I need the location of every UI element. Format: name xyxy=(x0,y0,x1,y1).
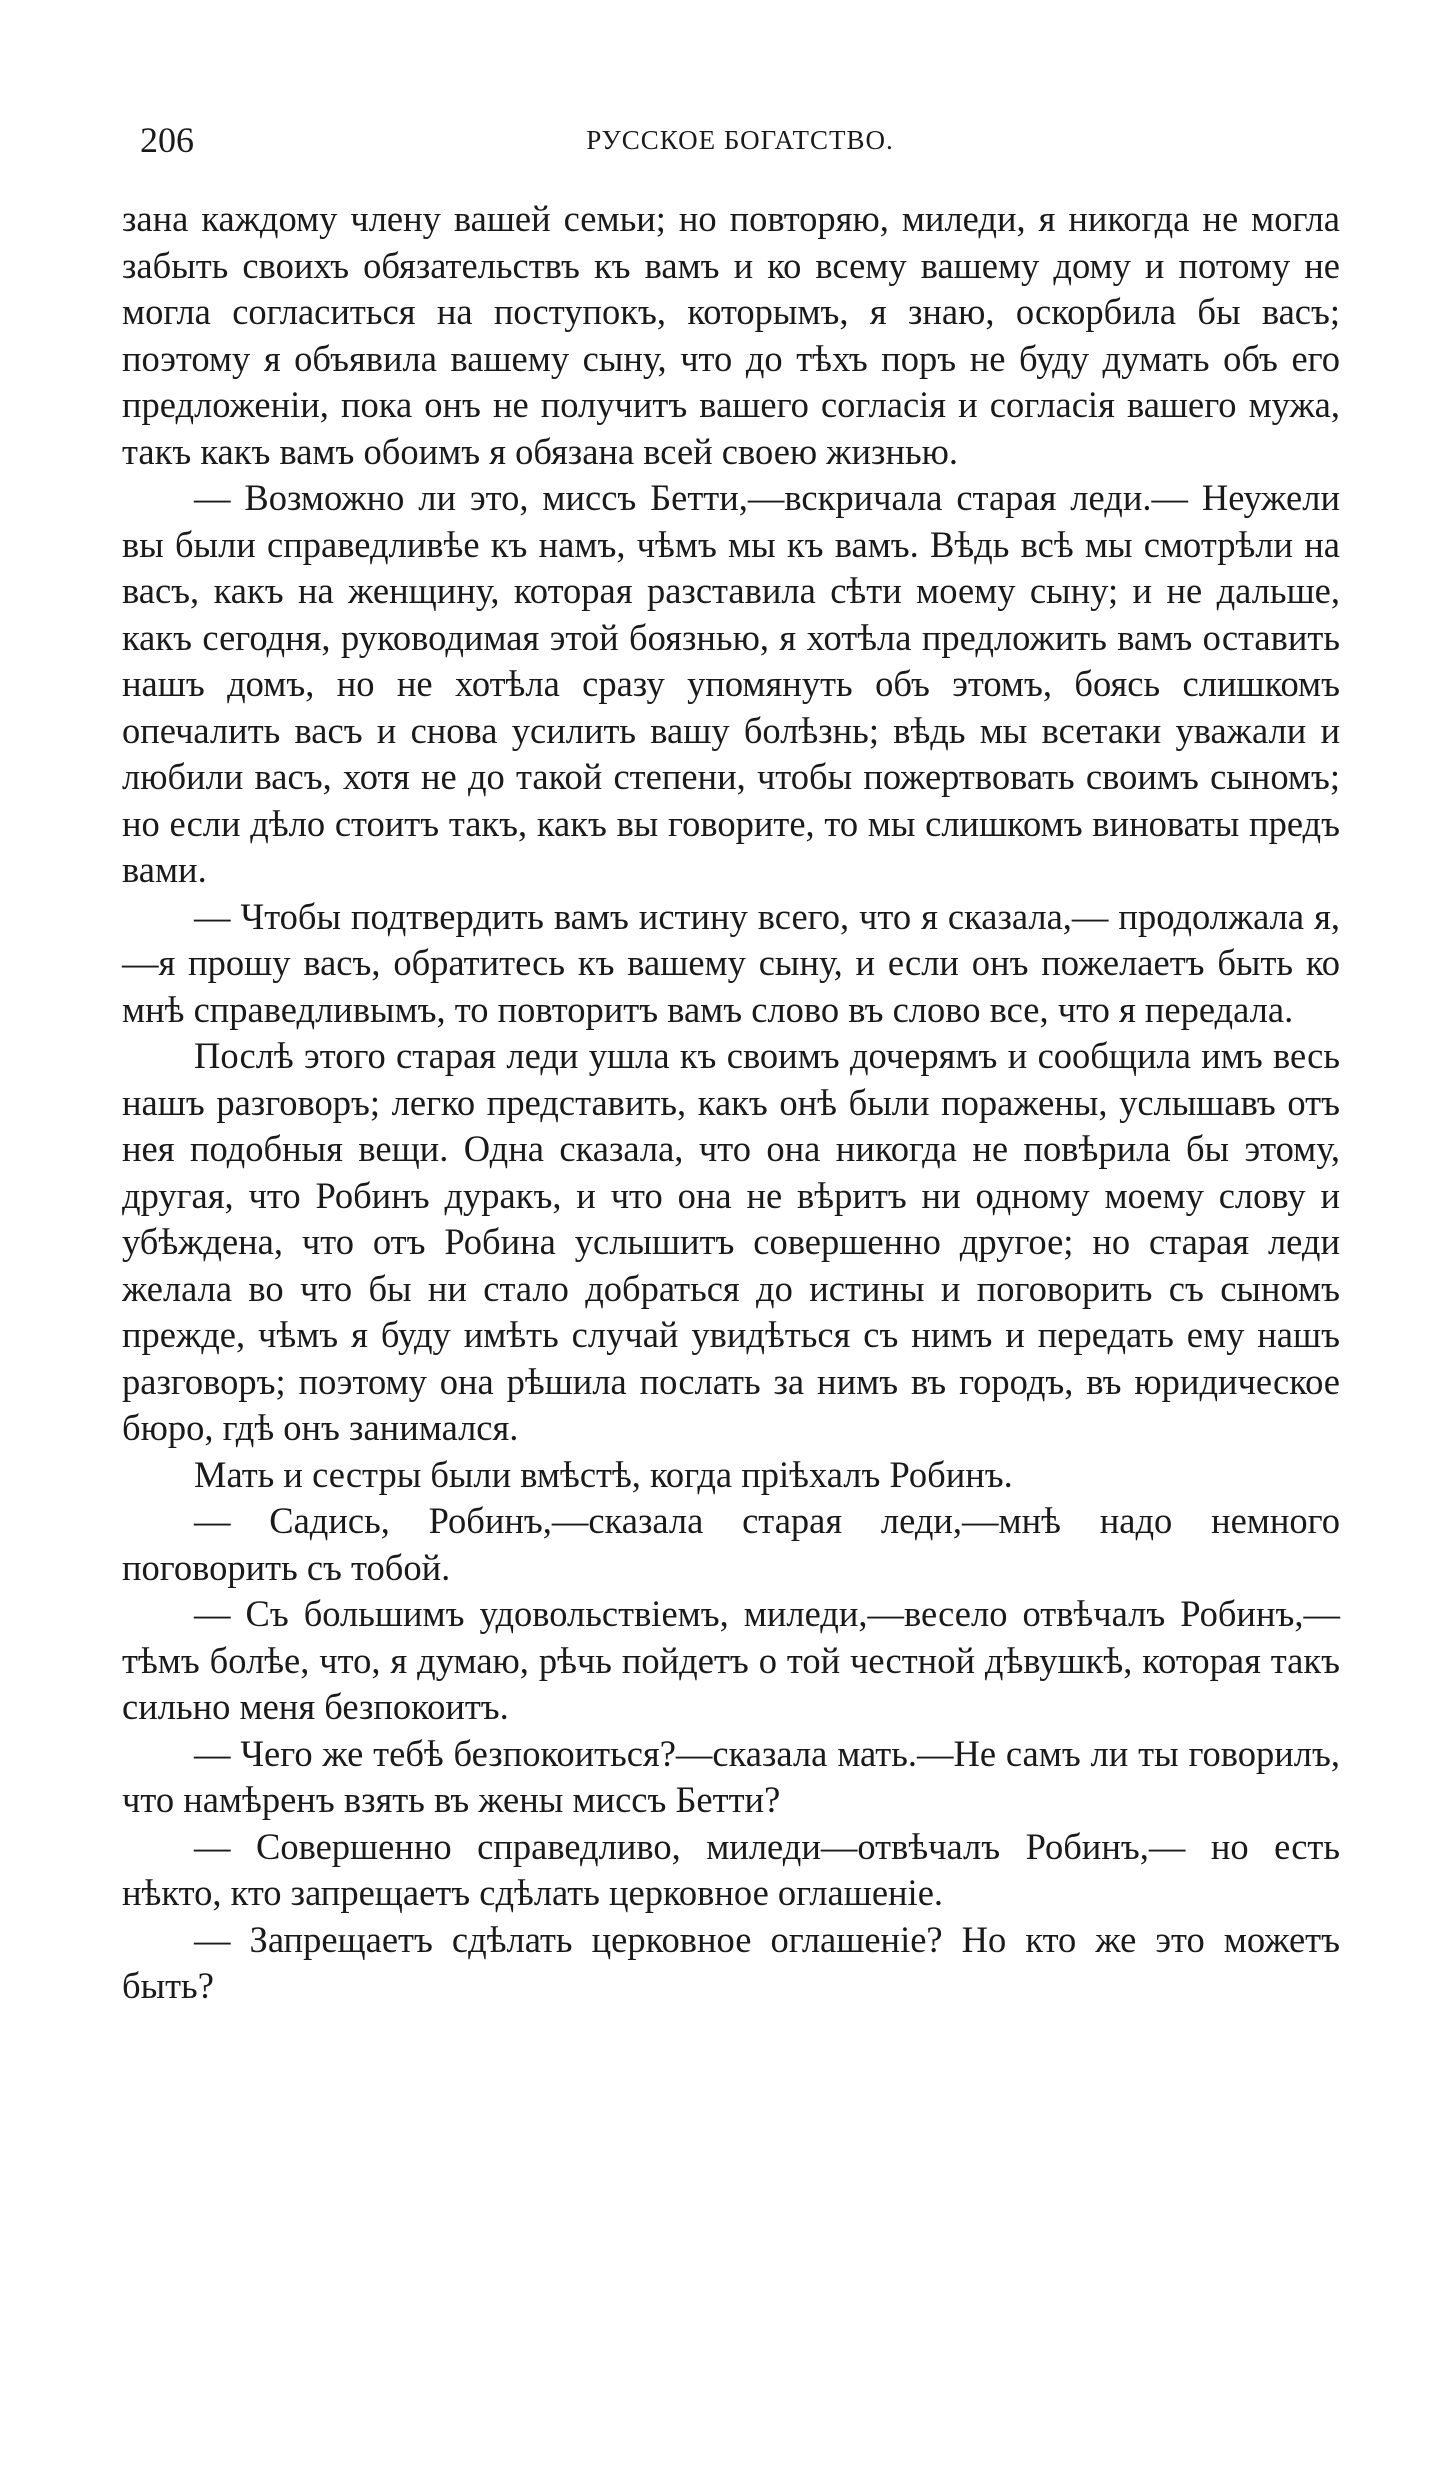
paragraph: — Садись, Робинъ,—сказала старая леди,—мнѣ надо немного поговорить съ тобой. xyxy=(122,1500,1340,1588)
running-title: РУССКОЕ БОГАТСТВО. xyxy=(586,125,894,155)
paragraph: зана каждому члену вашей семьи; но повторяю, миледи, я никогда не могла забыть своихъ обязательствъ къ вамъ и ко всему вашему дому и потому не могла согласиться на поступокъ, которымъ, я знаю, оскорбила бы васъ; поэтому я объявила вашему сыну, что до тѣхъ поръ не буду думать объ его предложеніи, пока онъ не получитъ вашего согласія и согласія вашего мужа, такъ какъ вамъ обоимъ я обязана всей своею жизнью. xyxy=(122,198,1340,472)
page-header xyxy=(140,112,1340,168)
page-number: 206 xyxy=(140,120,194,160)
paragraph: — Чего же тебѣ безпокоиться?—сказала мать.—Не самъ ли ты говорилъ, что намѣренъ взять въ жены миссъ Бетти? xyxy=(122,1732,1340,1820)
body-text xyxy=(122,196,1340,2010)
paragraph: — Чтобы подтвердить вамъ истину всего, что я сказала,— продолжала я,—я прошу васъ, обратитесь къ вашему сыну, и если онъ пожелаетъ быть ко мнѣ справедливымъ, то повторитъ вамъ слово въ слово все, что я передала. xyxy=(122,895,1340,1030)
paragraph: — Запрещаетъ сдѣлать церковное оглашеніе? Но кто же это можетъ быть? xyxy=(122,1918,1340,2006)
paragraph: — Съ большимъ удовольствіемъ, миледи,—весело отвѣчалъ Робинъ,—тѣмъ болѣе, что, я думаю, рѣчь пойдетъ о той честной дѣвушкѣ, которая такъ сильно меня безпокоитъ. xyxy=(122,1593,1340,1727)
paragraph: Мать и сестры были вмѣстѣ, когда пріѣхалъ Робинъ. xyxy=(194,1453,1013,1495)
paragraph: — Возможно ли это, миссъ Бетти,—вскричала старая леди.— Неужели вы были справедливѣе къ намъ, чѣмъ мы къ вамъ. Вѣдь всѣ мы смотрѣли на васъ, какъ на женщину, которая разставила сѣти моему сыну; и не дальше, какъ сегодня, руководимая этой боязнью, я хотѣла предложить вамъ оставить нашъ домъ, но не хотѣла сразу упомянуть объ этомъ, боясь слишкомъ опечалить васъ и снова усилить вашу болѣзнь; вѣдь мы всетаки уважали и любили васъ, хотя не до такой степени, чтобы пожертвовать своимъ сыномъ; но если дѣло стоитъ такъ, какъ вы говорите, то мы слишкомъ виноваты предъ вами. xyxy=(122,477,1340,890)
paragraph: — Совершенно справедливо, миледи—отвѣчалъ Робинъ,— но есть нѣкто, кто запрещаетъ сдѣлать церковное оглашеніе. xyxy=(122,1825,1340,1913)
paragraph: Послѣ этого старая леди ушла къ своимъ дочерямъ и сообщила имъ весь нашъ разговоръ; легко представить, какъ онѣ были поражены, услышавъ отъ нея подобныя вещи. Одна сказала, что она никогда не повѣрила бы этому, другая, что Робинъ дуракъ, и что она не вѣритъ ни одному моему слову и убѣждена, что отъ Робина услышитъ совершенно другое; но старая леди желала во что бы ни стало добраться до истины и поговорить съ сыномъ прежде, чѣмъ я буду имѣть случай увидѣться съ нимъ и передать ему нашъ разговоръ; поэтому она рѣшила послать за нимъ въ городъ, въ юридическое бюро, гдѣ онъ занимался. xyxy=(122,1035,1340,1448)
